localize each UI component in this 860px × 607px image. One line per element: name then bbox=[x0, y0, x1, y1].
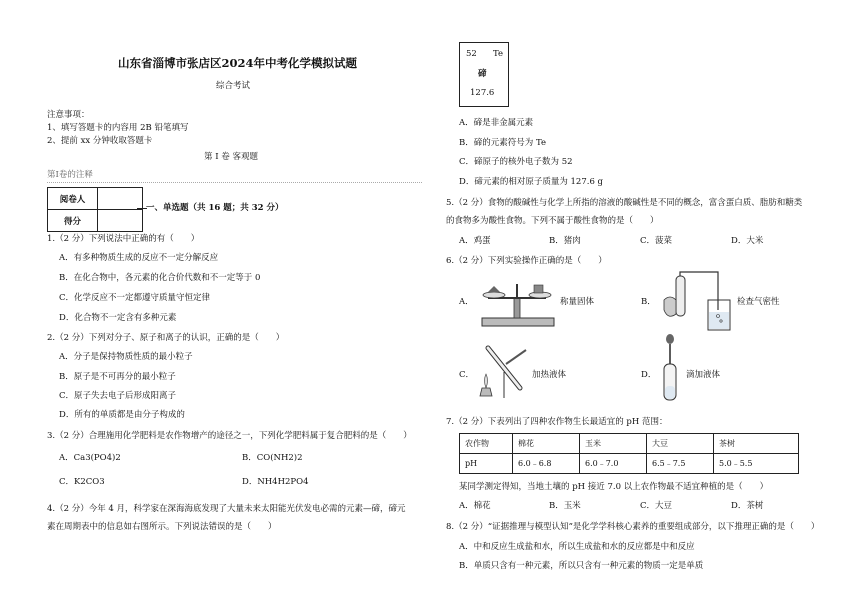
option: A．碲是非金属元素 bbox=[459, 118, 534, 128]
option-letter: A． bbox=[459, 297, 474, 307]
option-letter: D． bbox=[641, 370, 657, 380]
question-stem: 7.（2 分）下表列出了四种农作物生长最适宜的 pH 范围： bbox=[446, 417, 668, 427]
grader-cell bbox=[98, 188, 143, 210]
question-followup: 某同学测定得知，当地土壤的 pH 接近 7.0 以上农作物最不适宜种植的是（ ） bbox=[459, 482, 769, 492]
grader-label: 阅卷人 bbox=[48, 188, 98, 210]
question-stem: 3.（2 分）合理施用化学肥料是农作物增产的途径之一，下列化学肥料属于复合肥料的是（ ） bbox=[47, 431, 412, 441]
option: D．大米 bbox=[731, 236, 764, 246]
atomic-mass: 127.6 bbox=[470, 88, 495, 98]
table-cell: 玉米 bbox=[580, 434, 647, 454]
balance-illustration bbox=[478, 280, 558, 330]
heating-liquid-illustration bbox=[474, 342, 534, 402]
option-caption: 加热液体 bbox=[532, 370, 567, 380]
option-caption: 滴加液体 bbox=[686, 370, 721, 380]
option: B．碲的元素符号为 Te bbox=[459, 138, 546, 148]
exam-title: 山东省淄博市张店区2024年中考化学模拟试题 bbox=[118, 56, 358, 70]
table-row bbox=[460, 454, 799, 474]
option: A．分子是保持物质性质的最小粒子 bbox=[59, 352, 193, 362]
option: C．菠菜 bbox=[640, 236, 673, 246]
question-stem: 1.（2 分）下列说法中正确的有（ ） bbox=[47, 234, 200, 244]
table-cell: 茶树 bbox=[714, 434, 799, 454]
table-cell: 6.0﹣6.8 bbox=[513, 454, 580, 474]
option-letter: C． bbox=[459, 370, 475, 380]
table-cell: 棉花 bbox=[513, 434, 580, 454]
table-cell: 5.0﹣5.5 bbox=[714, 454, 799, 474]
option: A．棉花 bbox=[459, 501, 491, 511]
element-name: 碲 bbox=[478, 69, 487, 79]
option: C．K2CO3 bbox=[59, 477, 105, 487]
part-title: 第 Ⅰ 卷 客观题 bbox=[204, 152, 258, 162]
question-stem-continued: 的食物多为酸性食物。下列不属于酸性食物的是（ ） bbox=[446, 216, 659, 226]
option: A．有多种物质生成的反应不一定分解反应 bbox=[59, 253, 219, 263]
option: A．Ca3(PO4)2 bbox=[59, 453, 121, 463]
option-letter: B． bbox=[641, 297, 656, 307]
question-stem: 2.（2 分）下列对分子、原子和离子的认识，正确的是（ ） bbox=[47, 333, 285, 343]
score-table bbox=[47, 187, 143, 232]
option: C．大豆 bbox=[640, 501, 673, 511]
element-symbol: Te bbox=[493, 49, 504, 59]
option: C．化学反应不一定都遵守质量守恒定律 bbox=[59, 293, 211, 303]
question-stem: 6.（2 分）下列实验操作正确的是（ ） bbox=[446, 256, 607, 266]
table-cell: 6.5﹣7.5 bbox=[647, 454, 714, 474]
table-cell: 6.0﹣7.0 bbox=[580, 454, 647, 474]
score-cell bbox=[98, 210, 143, 232]
option-caption: 检查气密性 bbox=[737, 297, 780, 307]
option: B．在化合物中，各元素的化合价代数和不一定等于 0 bbox=[59, 273, 261, 283]
option: B．原子是不可再分的最小粒子 bbox=[59, 372, 176, 382]
atomic-number: 52 bbox=[466, 49, 477, 59]
ph-table bbox=[459, 433, 799, 474]
option: A．鸡蛋 bbox=[459, 236, 491, 246]
table-row bbox=[460, 434, 799, 454]
option-caption: 称量固体 bbox=[560, 297, 595, 307]
option: D．茶树 bbox=[731, 501, 764, 511]
table-cell: 大豆 bbox=[647, 434, 714, 454]
dotted-divider bbox=[47, 182, 422, 183]
table-cell: 农作物 bbox=[460, 434, 513, 454]
option: B．CO(NH2)2 bbox=[242, 453, 303, 463]
part-note: 第Ⅰ卷的注释 bbox=[47, 170, 93, 180]
question-stem-continued: 素在周期表中的信息如右图所示。下列说法错误的是（ ） bbox=[47, 522, 277, 532]
option: D．碲元素的相对原子质量为 127.6 g bbox=[459, 177, 603, 187]
notice-heading: 注意事项： bbox=[47, 110, 90, 120]
dropper-illustration bbox=[660, 334, 680, 404]
question-stem: 4.（2 分）今年 4 月，科学家在深海海底发现了大量未来太阳能光伏发电必需的元素—碲，碲元 bbox=[47, 504, 406, 514]
option: B．单质只含有一种元素，所以只含有一种元素的物质一定是单质 bbox=[459, 561, 704, 571]
notice-item: 1、填写答题卡的内容用 2B 铅笔填写 bbox=[47, 123, 189, 133]
option: B．玉米 bbox=[549, 501, 581, 511]
notice-item: 2、提前 xx 分钟收取答题卡 bbox=[47, 136, 153, 146]
question-stem: 8.（2 分）“证据推理与模型认知”是化学学科核心素养的重要组成部分，以下推理正确的是（ ） bbox=[446, 522, 820, 532]
exam-subtitle: 综合考试 bbox=[216, 81, 251, 91]
option: B．猪肉 bbox=[549, 236, 581, 246]
option: A．中和反应生成盐和水，所以生成盐和水的反应都是中和反应 bbox=[459, 542, 695, 552]
option: D．NH4H2PO4 bbox=[242, 477, 309, 487]
option: C．碲原子的核外电子数为 52 bbox=[459, 157, 573, 167]
airtightness-test-illustration bbox=[660, 270, 734, 334]
option: C．原子失去电子后形成阳离子 bbox=[59, 391, 177, 401]
question-stem: 5.（2 分）食物的酸碱性与化学上所指的溶液的酸碱性是不同的概念，富含蛋白质、脂肪和糖类 bbox=[446, 198, 803, 208]
periodic-element-card bbox=[459, 42, 509, 107]
section-title: 一、单选题（共 16 题；共 32 分） bbox=[146, 203, 284, 213]
option: D．化合物不一定含有多种元素 bbox=[59, 313, 177, 323]
option: D．所有的单质都是由分子构成的 bbox=[59, 410, 185, 420]
table-cell: pH bbox=[460, 454, 513, 474]
score-label: 得分 bbox=[48, 210, 98, 232]
